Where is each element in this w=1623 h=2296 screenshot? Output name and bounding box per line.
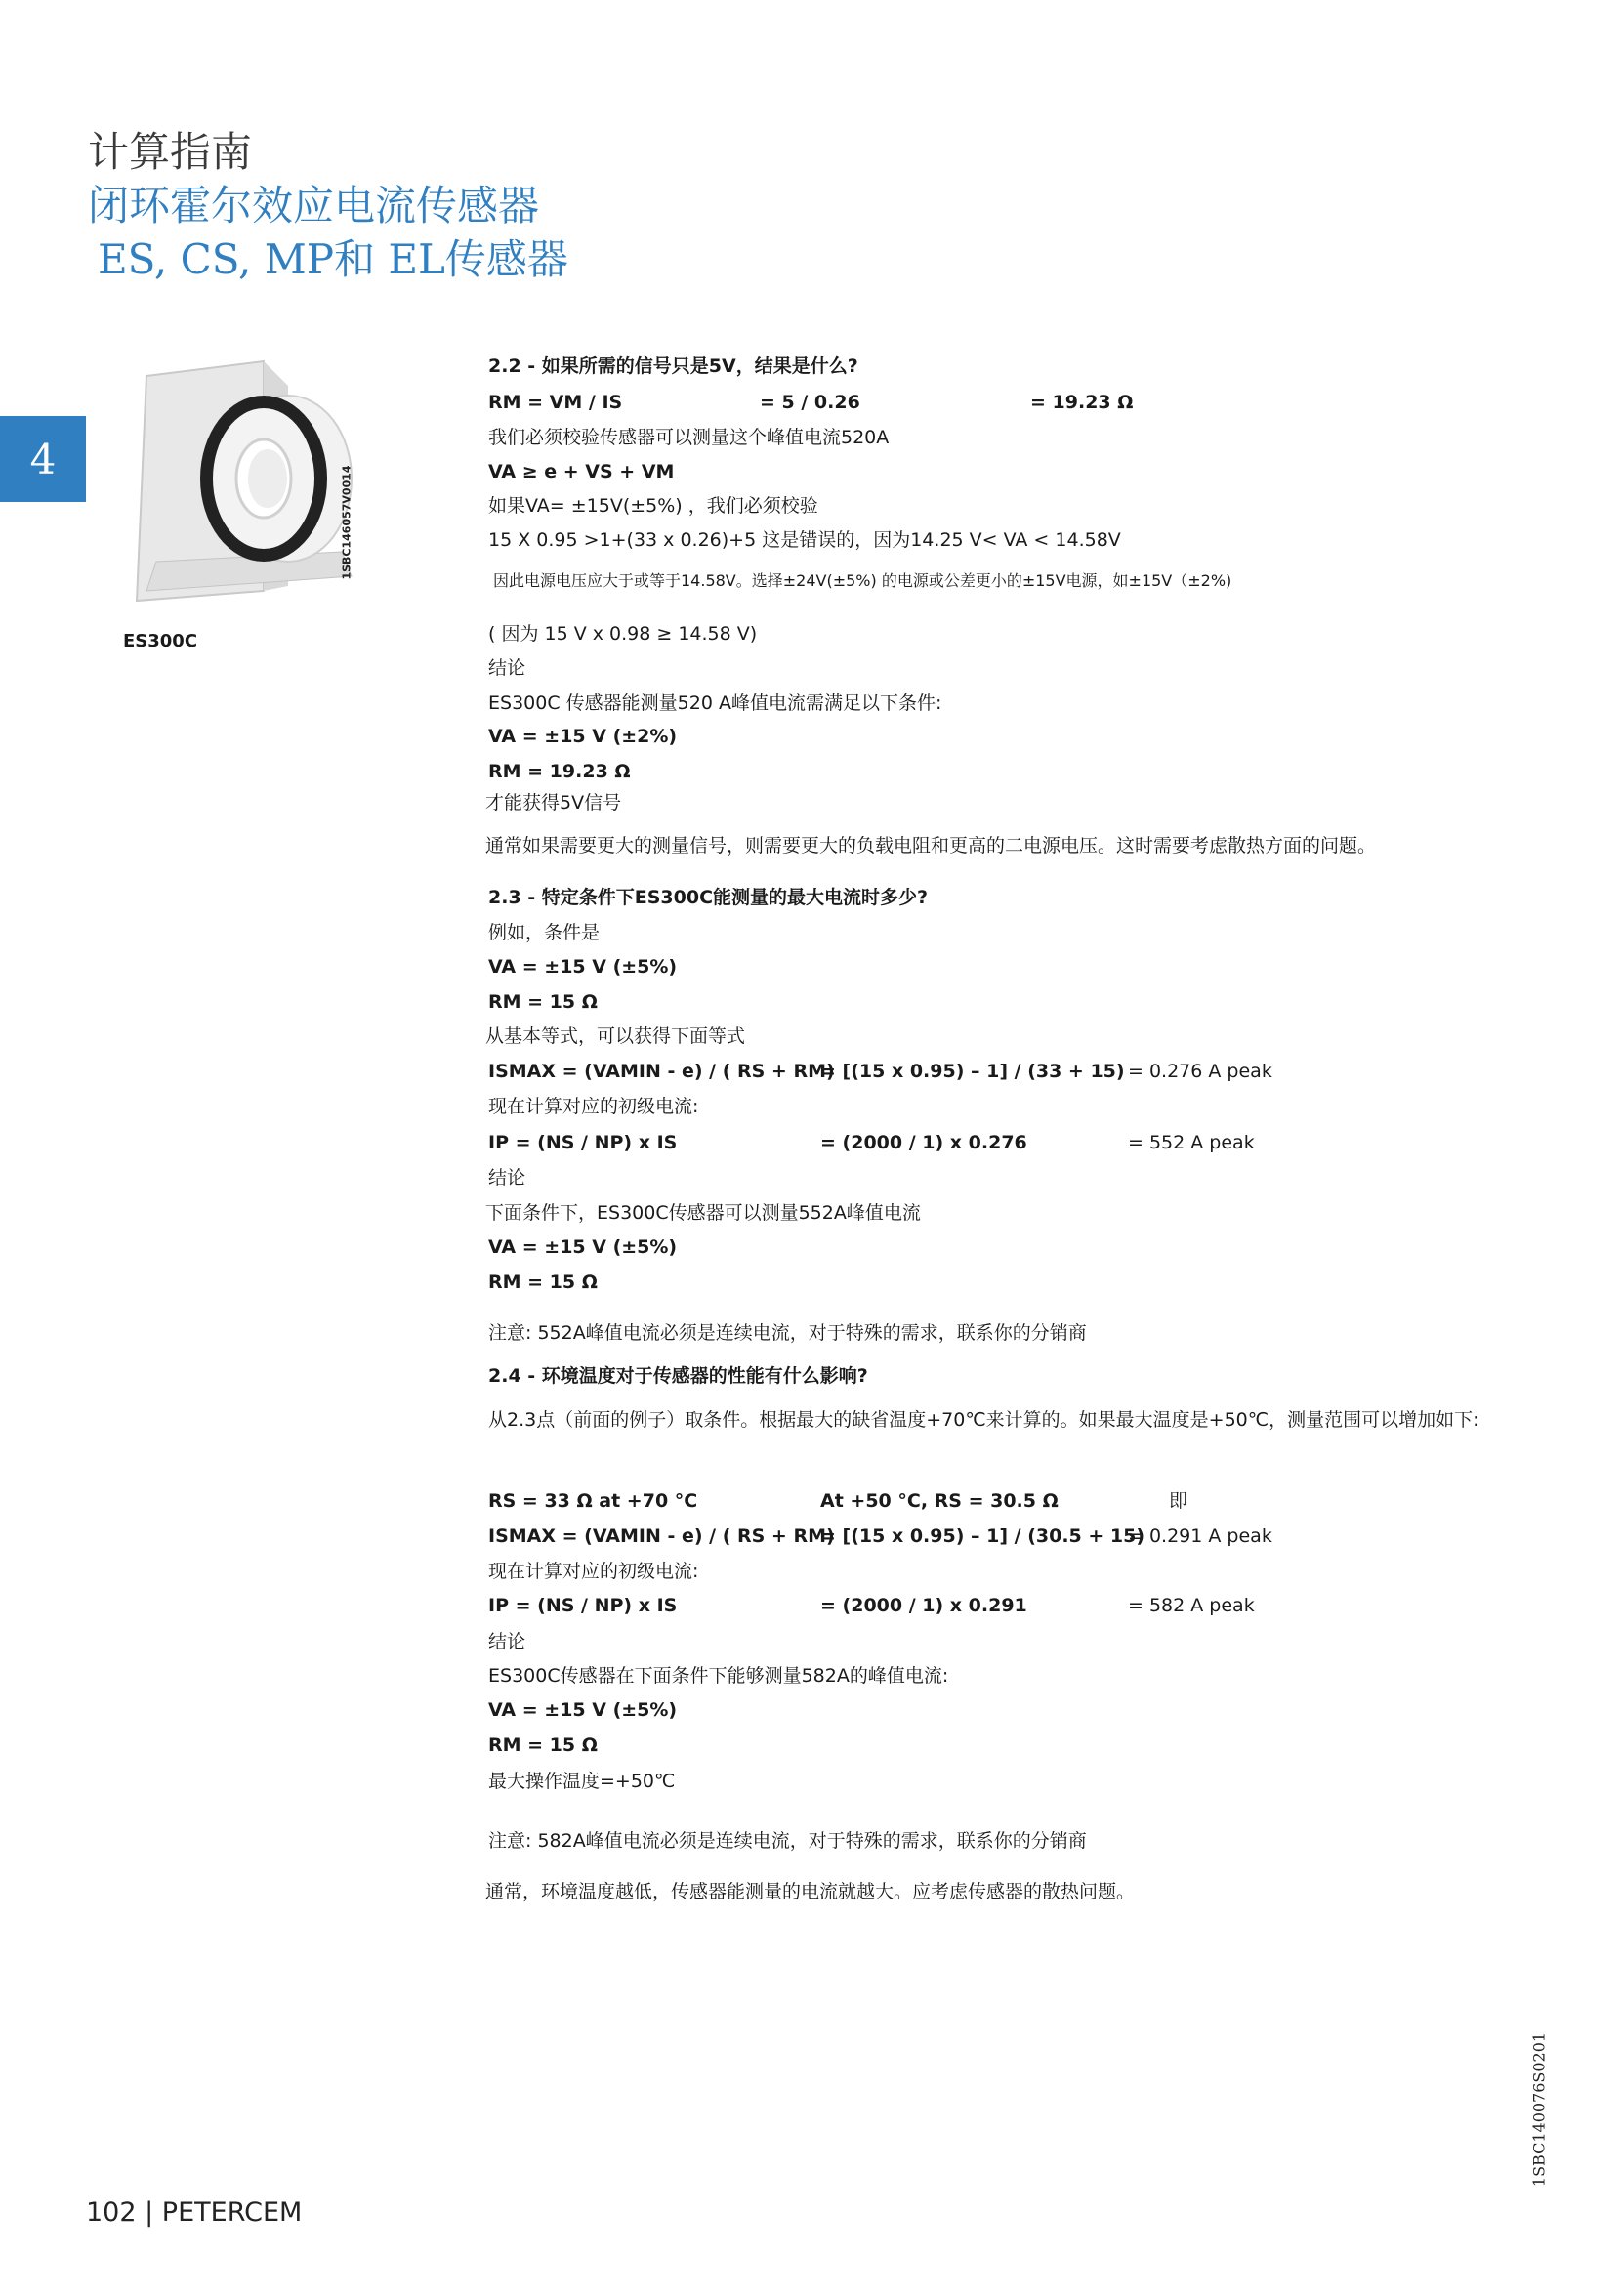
formula-ip-result: = 552 A peak: [1128, 1132, 1255, 1153]
formula-ismax-result: = 0.276 A peak: [1128, 1061, 1272, 1082]
text-line: 现在计算对应的初级电流:: [488, 1096, 699, 1117]
formula-ip: IP = (NS / NP) x IS: [488, 1132, 678, 1153]
formula-rm-value: RM = 19.23 Ω: [488, 761, 631, 782]
conclusion-label: 结论: [488, 657, 526, 679]
text-line: ES300C 传感器能测量520 A峰值电流需满足以下条件:: [488, 692, 942, 714]
text-line: 从2.3点（前面的例子）取条件。根据最大的缺省温度+70℃来计算的。如果最大温度是+50℃，测量范围可以增加如下:: [488, 1409, 1479, 1431]
formula-va-value: VA = ±15 V (±2%): [488, 726, 678, 747]
text-line: 最大操作温度=+50℃: [488, 1771, 676, 1792]
formula-ismax-calc: = [(15 x 0.95) – 1] / (33 + 15): [820, 1061, 1125, 1082]
page-footer: 102 | PETERCEM: [86, 2197, 303, 2228]
formula-rm-value: RM = 15 Ω: [488, 991, 598, 1013]
text-line: ES300C传感器在下面条件下能够测量582A的峰值电流:: [488, 1665, 949, 1687]
sensor-image: [117, 356, 361, 610]
formula-va: VA ≥ e + VS + VM: [488, 461, 675, 482]
text-line: 下面条件下，ES300C传感器可以测量552A峰值电流: [485, 1202, 921, 1224]
text-line: 我们必须校验传感器可以测量这个峰值电流520A: [488, 427, 890, 448]
formula-rm-result: = 19.23 Ω: [1030, 392, 1134, 413]
doc-title: 计算指南: [88, 128, 253, 176]
formula-ip-calc: = (2000 / 1) x 0.276: [820, 1132, 1027, 1153]
note-line: 注意: 582A峰值电流必须是连续电流，对于特殊的需求，联系你的分销商: [488, 1830, 1087, 1852]
text-line: 因此电源电压应大于或等于14.58V。选择±24V(±5%) 的电源或公差更小的±15V电源，如±15V（±2%): [493, 571, 1232, 590]
formula-rm-calc: = 5 / 0.26: [760, 392, 860, 413]
text-line: 通常如果需要更大的测量信号，则需要更大的负载电阻和更高的二电源电压。这时需要考虑散热方面的问题。: [485, 835, 1377, 856]
text-line: 15 X 0.95 >1+(33 x 0.26)+5 这是错误的，因为14.25 V< VA < 14.58V: [488, 529, 1121, 551]
formula-ismax-result: = 0.291 A peak: [1128, 1525, 1272, 1547]
formula-va-value: VA = ±15 V (±5%): [488, 956, 678, 978]
section-2-2-heading: 2.2 - 如果所需的信号只是5V，结果是什么?: [488, 355, 858, 377]
product-code: 1SBC146057V0014: [340, 465, 354, 580]
formula-ip-calc: = (2000 / 1) x 0.291: [820, 1595, 1027, 1616]
formula-rs: RS = 33 Ω at +70 °C: [488, 1490, 698, 1512]
formula-ismax: ISMAX = (VAMIN - e) / ( RS + RM): [488, 1061, 835, 1082]
text-line: 从基本等式，可以获得下面等式: [485, 1025, 746, 1047]
formula-rm: RM = VM / IS: [488, 392, 623, 413]
text-line: 通常，环境温度越低，传感器能测量的电流就越大。应考虑传感器的散热问题。: [485, 1881, 1136, 1902]
chapter-tab: 4: [0, 416, 86, 502]
formula-ip-result: = 582 A peak: [1128, 1595, 1255, 1616]
text-line: 才能获得5V信号: [485, 792, 622, 814]
formula-rm-value: RM = 15 Ω: [488, 1734, 598, 1756]
note-line: 注意: 552A峰值电流必须是连续电流，对于特殊的需求，联系你的分销商: [488, 1322, 1087, 1344]
text-line: 例如，条件是: [488, 922, 601, 943]
section-2-4-heading: 2.4 - 环境温度对于传感器的性能有什么影响?: [488, 1365, 868, 1387]
document-code: 1SBC140076S0201: [1529, 2031, 1549, 2188]
doc-subtitle: 闭环霍尔效应电流传感器: [88, 182, 540, 230]
text-line: ( 因为 15 V x 0.98 ≥ 14.58 V): [488, 623, 758, 645]
text-line: 现在计算对应的初级电流:: [488, 1561, 699, 1582]
text-line: 如果VA= ±15V(±5%) ，我们必须校验: [488, 495, 818, 517]
text-line: 即: [1169, 1490, 1188, 1512]
formula-va-value: VA = ±15 V (±5%): [488, 1236, 678, 1258]
formula-rs-50: At +50 °C, RS = 30.5 Ω: [820, 1490, 1059, 1512]
formula-ismax-calc: = [(15 x 0.95) – 1] / (30.5 + 15): [820, 1525, 1145, 1547]
formula-ip: IP = (NS / NP) x IS: [488, 1595, 678, 1616]
section-2-3-heading: 2.3 - 特定条件下ES300C能测量的最大电流时多少?: [488, 887, 929, 908]
formula-va-value: VA = ±15 V (±5%): [488, 1699, 678, 1721]
product-label: ES300C: [123, 631, 198, 651]
conclusion-label: 结论: [488, 1631, 526, 1652]
formula-ismax: ISMAX = (VAMIN - e) / ( RS + RM): [488, 1525, 835, 1547]
conclusion-label: 结论: [488, 1167, 526, 1189]
formula-rm-value: RM = 15 Ω: [488, 1272, 598, 1293]
doc-subtitle-2: ES, CS, MP和 EL传感器: [98, 235, 568, 283]
